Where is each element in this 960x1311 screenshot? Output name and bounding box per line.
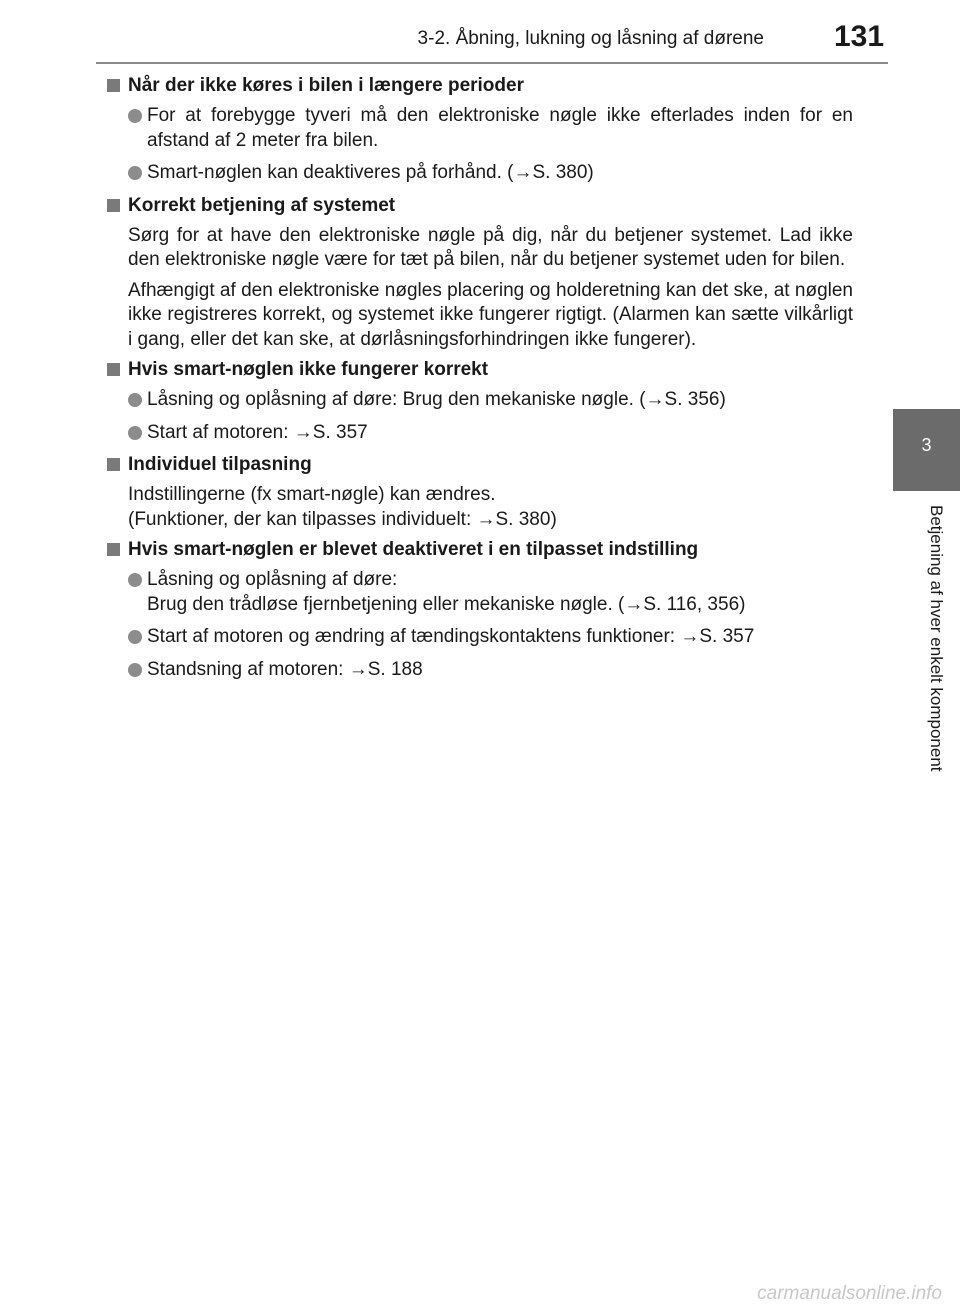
circle-bullet-icon [128, 630, 142, 644]
section-parking [107, 74, 853, 186]
chapter-tab-rule [893, 489, 960, 491]
list-item: Start af motoren: →S. 357 [107, 421, 853, 446]
list-item: Start af motoren og ændring af tændingskontaktens funktioner: →S. 357 [107, 625, 853, 650]
square-bullet-icon [107, 458, 120, 471]
list-item: For at forebygge tyveri må den elektroniske nøgle ikke efterlades inden for en afstand af 2 meter fra bilen. [107, 104, 853, 153]
circle-bullet-icon [128, 426, 142, 440]
chapter-label: Betjening af hver enkelt komponent [927, 505, 946, 772]
square-bullet-icon [107, 79, 120, 92]
paragraph: Afhængigt af den elektroniske nøgles placering og holderetning kan det ske, at nøglen ikke registreres korrekt, og systemet ikke fungerer rigtigt. (Alarmen kan sætte vilkårligt i gang, eller det kan ske, at dørlåsningsforhindringen ikke fungerer). [128, 279, 853, 350]
paragraph: Sørg for at have den elektroniske nøgle på dig, når du betjener systemet. Lad ikke den elektroniske nøgle være for tæt på bilen, når du betjener systemet uden for bilen. [128, 224, 853, 270]
chapter-tab [893, 409, 960, 489]
circle-bullet-icon [128, 663, 142, 677]
section-heading: Individuel tilpasning [107, 453, 853, 477]
list-item: Låsning og oplåsning af døre: Brug den trådløse fjernbetjening eller mekaniske nøgle. (→S. 116, 356) [107, 568, 853, 617]
section-heading: Hvis smart-nøglen ikke fungerer korrekt [107, 358, 853, 382]
circle-bullet-icon [128, 166, 142, 180]
paragraph: (Funktioner, der kan tilpasses individuelt: →S. 380) [128, 508, 557, 530]
list-item: Låsning og oplåsning af døre: Brug den mekaniske nøgle. (→S. 356) [107, 388, 853, 413]
header-rule [96, 62, 888, 64]
square-bullet-icon [107, 543, 120, 556]
circle-bullet-icon [128, 573, 142, 587]
page-header [0, 0, 960, 64]
paragraph: Indstillingerne (fx smart-nøgle) kan ændres. [128, 484, 496, 505]
list-item: Standsning af motoren: →S. 188 [107, 658, 853, 683]
page-number: 131 [834, 20, 885, 53]
square-bullet-icon [107, 363, 120, 376]
section-title: 3-2. Åbning, lukning og låsning af dørene [417, 28, 764, 49]
square-bullet-icon [107, 199, 120, 212]
section-deactivated [107, 538, 853, 682]
section-customization [107, 453, 853, 532]
circle-bullet-icon [128, 109, 142, 123]
page-content [107, 74, 853, 690]
section-heading: Når der ikke køres i bilen i længere perioder [107, 74, 853, 98]
section-heading: Hvis smart-nøglen er blevet deaktiveret i en tilpasset indstilling [107, 538, 853, 562]
section-heading: Korrekt betjening af systemet [107, 194, 853, 218]
circle-bullet-icon [128, 393, 142, 407]
list-item: Smart-nøglen kan deaktiveres på forhånd. (→S. 380) [107, 161, 853, 186]
section-correct-operation [107, 194, 853, 353]
section-malfunction [107, 358, 853, 445]
watermark: carmanualsonline.info [757, 1283, 942, 1304]
chapter-number: 3 [921, 435, 932, 455]
